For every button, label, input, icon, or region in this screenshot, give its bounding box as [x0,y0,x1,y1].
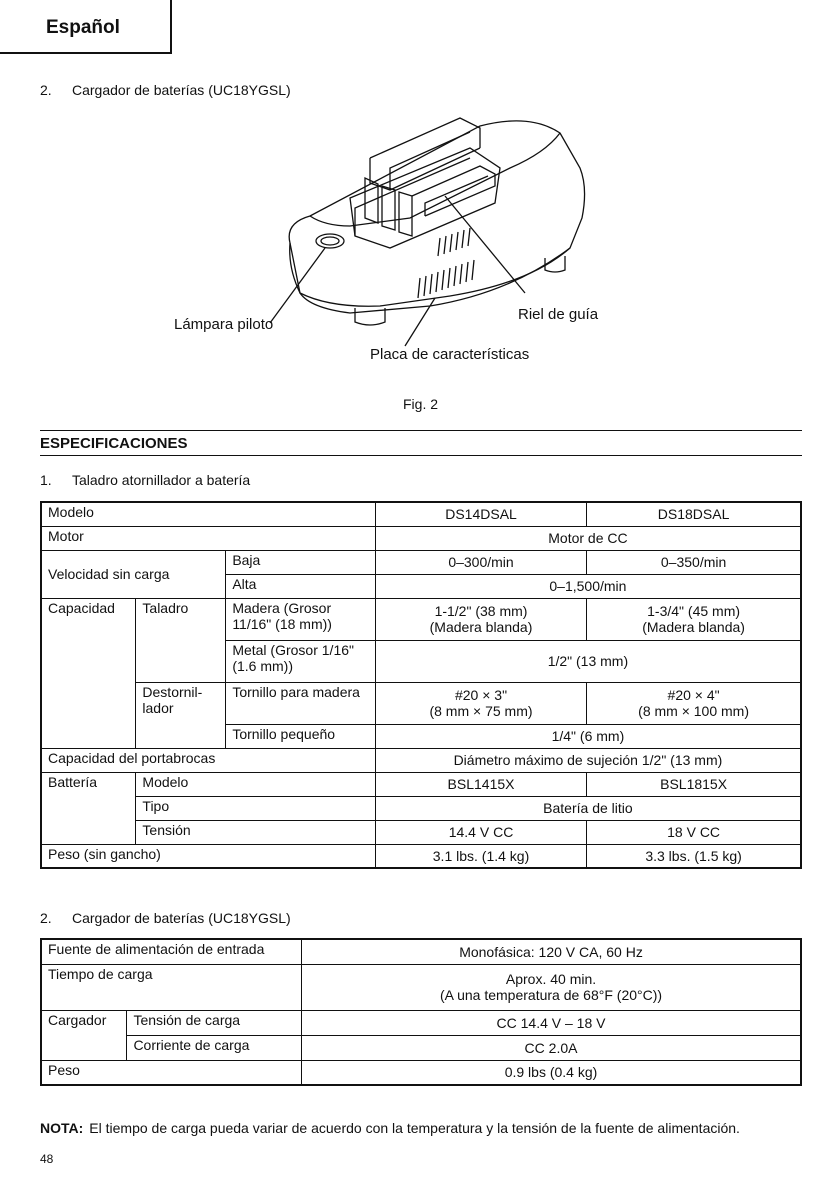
metal-capacity: 1/2" (13 mm) [375,640,801,682]
table-row [41,682,801,724]
table-row [41,964,801,1010]
weight-a: 3.1 lbs. (1.4 kg) [375,844,586,868]
guide-rail-callout: Riel de guía [518,306,599,323]
table-row [41,796,801,820]
table-row [41,526,801,550]
motor-label: Motor [41,526,375,550]
charging-note [40,1120,820,1136]
table-row [41,1010,801,1035]
battery-voltage-a: 14.4 V CC [375,820,586,844]
charge-current-value: CC 2.0A [302,1035,801,1060]
charge-current-label: Corriente de carga [127,1035,302,1060]
wood-screw-label: Tornillo para madera [226,682,376,724]
note-label: NOTA: [40,1120,84,1136]
high-speed-value: 0–1,500/min [375,574,801,598]
low-speed-a: 0–300/min [375,550,586,574]
charge-time-value: Aprox. 40 min. (A una temperatura de 68°F (20°C)) [302,964,801,1010]
battery-model-b: BSL1815X [587,772,801,796]
weight-b: 3.3 lbs. (1.5 kg) [587,844,801,868]
pilot-lamp-callout: Lámpara piloto [174,316,274,333]
charger-label: Cargador [41,1010,127,1060]
chuck-label: Capacidad del portabrocas [41,748,375,772]
power-label: Fuente de alimentación de entrada [41,939,302,964]
weight-label: Peso (sin gancho) [41,844,375,868]
wood-capacity-a: 1-1/2" (38 mm) (Madera blanda) [375,598,586,640]
language-tab-label: Español [46,17,120,38]
charge-voltage-value: CC 14.4 V – 18 V [302,1010,801,1035]
high-speed-label: Alta [226,574,376,598]
wood-capacity-b: 1-3/4" (45 mm) (Madera blanda) [587,598,801,640]
model-b: DS18DSAL [587,502,801,526]
motor-value: Motor de CC [375,526,801,550]
drill-label: Taladro [136,598,226,682]
wood-label: Madera (Grosor 11/16" (18 mm)) [226,598,376,640]
chuck-value: Diámetro máximo de sujeción 1/2" (13 mm) [375,748,801,772]
battery-type-value: Batería de litio [375,796,801,820]
nameplate-callout: Placa de características [370,346,530,363]
table-row [41,1060,801,1085]
table-row [41,844,801,868]
table-row [41,939,801,964]
low-speed-label: Baja [226,550,376,574]
charger-figure-section-title: 2. Cargador de baterías (UC18YGSL) [40,82,291,98]
table-row [41,820,801,844]
battery-voltage-label: Tensión [136,820,375,844]
capacity-label: Capacidad [41,598,136,748]
table-row [41,748,801,772]
battery-model-label: Modelo [136,772,375,796]
battery-label: Battería [41,772,136,844]
power-value: Monofásica: 120 V CA, 60 Hz [302,939,801,964]
specifications-heading: ESPECIFICACIONES [40,430,802,456]
table-row [41,550,801,574]
small-screw-label: Tornillo pequeño [226,724,376,748]
charge-voltage-label: Tensión de carga [127,1010,302,1035]
charger-spec-table [40,938,802,1086]
metal-label: Metal (Grosor 1/16" (1.6 mm)) [226,640,376,682]
screwdriver-label: Destornil-lador [136,682,226,748]
wood-screw-b: #20 × 4" (8 mm × 100 mm) [587,682,801,724]
wood-screw-a: #20 × 3" (8 mm × 75 mm) [375,682,586,724]
battery-voltage-b: 18 V CC [587,820,801,844]
charger-weight-value: 0.9 lbs (0.4 kg) [302,1060,801,1085]
table-row [41,772,801,796]
drill-section-title: 1. Taladro atornillador a batería [40,472,251,488]
table-row [41,1035,801,1060]
charger-section-title: 2. Cargador de baterías (UC18YGSL) [40,910,291,926]
battery-charger-illustration [150,108,630,378]
table-row [41,598,801,640]
language-tab [0,0,172,54]
drill-spec-table [40,501,802,869]
model-label: Modelo [41,502,375,526]
figure-caption: Fig. 2 [403,396,439,412]
note-text: El tiempo de carga pueda variar de acuerdo con la temperatura y la tensión de la fuente de alimentación. [89,1120,740,1136]
battery-model-a: BSL1415X [375,772,586,796]
small-screw-value: 1/4" (6 mm) [375,724,801,748]
battery-type-label: Tipo [136,796,375,820]
low-speed-b: 0–350/min [587,550,801,574]
table-row [41,502,801,526]
model-a: DS14DSAL [375,502,586,526]
charger-weight-label: Peso [41,1060,302,1085]
page-number: 48 [40,1152,54,1166]
charge-time-label: Tiempo de carga [41,964,302,1010]
no-load-speed-label: Velocidad sin carga [41,550,226,598]
